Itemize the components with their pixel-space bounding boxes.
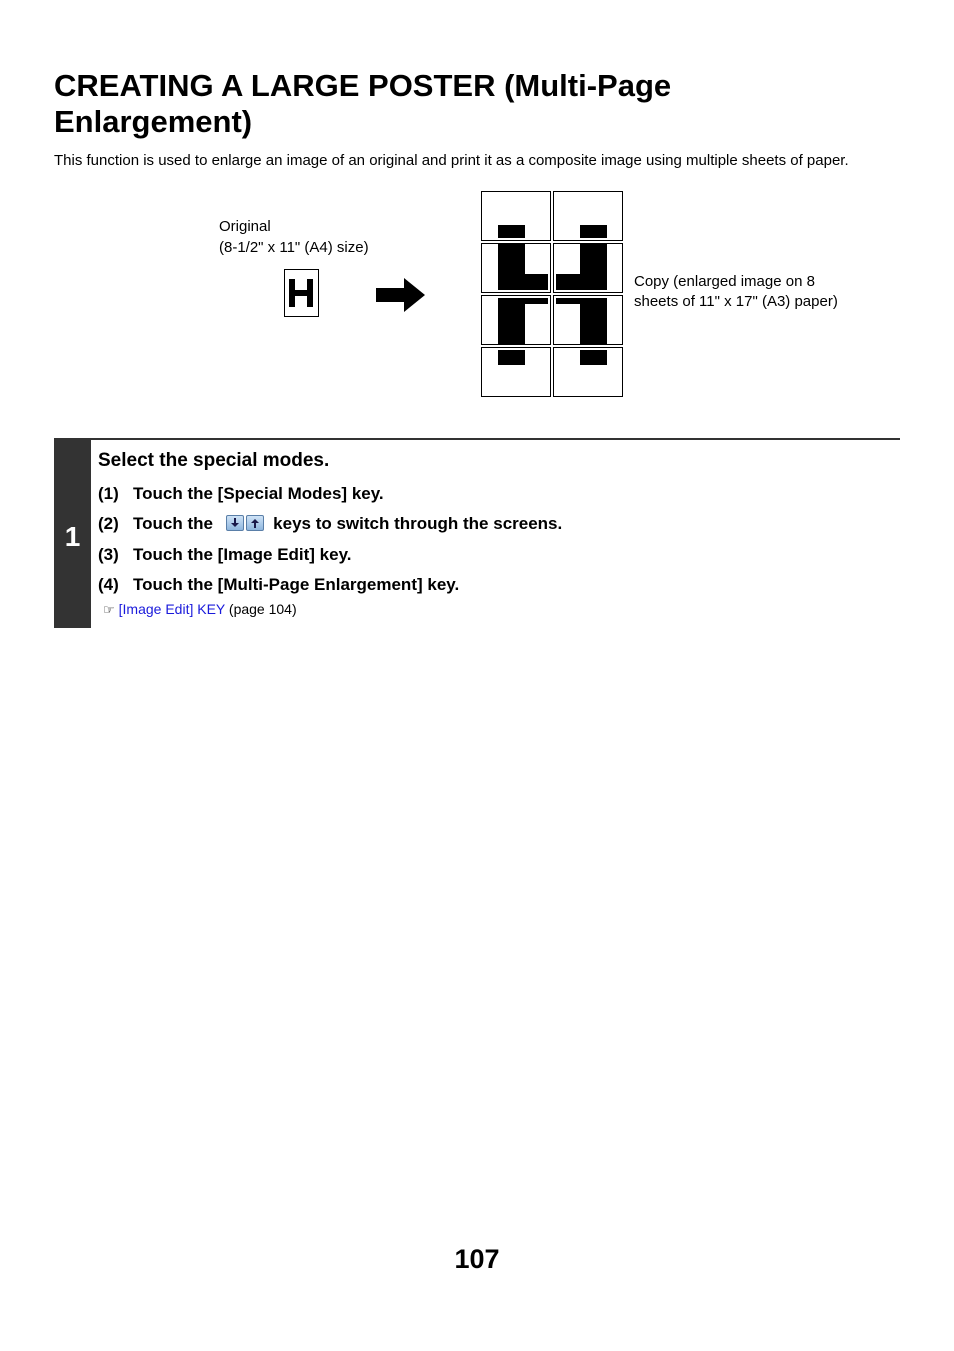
step-item-text: Touch the [Image Edit] key. (133, 545, 352, 564)
step-number-bar (54, 438, 91, 628)
copy-sheet (553, 243, 623, 293)
up-arrow-key-icon (246, 515, 264, 531)
original-label-line-2: (8-1/2" x 11" (A4) size) (219, 239, 369, 256)
page-title (54, 68, 914, 140)
reference-note (103, 600, 297, 619)
intro-text: This function is used to enlarge an image of an original and print it as a composite image using multiple sheets of paper. (54, 152, 849, 169)
step-item-text: Touch the [Special Modes] key. (133, 484, 384, 503)
step-heading: Select the special modes. (98, 450, 330, 471)
step-item-number: (4) (98, 575, 119, 594)
step-item-number: (1) (98, 484, 119, 503)
copy-label (634, 272, 838, 312)
original-h-glyph (285, 270, 317, 315)
step-item-text: Touch the [Multi-Page Enlargement] key. (133, 575, 460, 594)
copy-sheet (481, 191, 551, 241)
copy-label-line-1: Copy (enlarged image on 8 (634, 273, 815, 290)
original-label-line-1: Original (219, 218, 271, 235)
step-divider (91, 438, 900, 440)
reference-page: (page 104) (228, 601, 297, 617)
copy-sheet (481, 347, 551, 397)
down-arrow-key-icon (226, 515, 244, 531)
reference-hand-icon: ☞ (103, 602, 115, 617)
title-line-2: Enlargement) (54, 104, 253, 139)
copy-sheet (553, 191, 623, 241)
step-item-number: (2) (98, 514, 119, 533)
copy-sheet (553, 295, 623, 345)
step-number: 1 (64, 521, 81, 552)
right-arrow-icon (376, 277, 426, 313)
step-item-3 (98, 545, 352, 565)
original-page (284, 269, 319, 317)
copy-sheet (481, 295, 551, 345)
step-item-4 (98, 575, 459, 595)
step-item-text-before: Touch the (133, 514, 213, 533)
step-item-text-after: keys to switch through the screens. (273, 514, 563, 533)
step-item-2 (98, 514, 562, 534)
step-item-1 (98, 484, 384, 504)
original-label (219, 216, 369, 258)
step-item-number: (3) (98, 545, 119, 564)
title-line-1: CREATING A LARGE POSTER (Multi-Page (54, 68, 672, 103)
image-edit-key-link[interactable]: [Image Edit] KEY (118, 601, 226, 617)
copy-label-line-2: sheets of 11" x 17" (A3) paper) (634, 293, 838, 310)
copy-sheet (481, 243, 551, 293)
copy-sheet (553, 347, 623, 397)
page-number: 107 (454, 1244, 500, 1274)
